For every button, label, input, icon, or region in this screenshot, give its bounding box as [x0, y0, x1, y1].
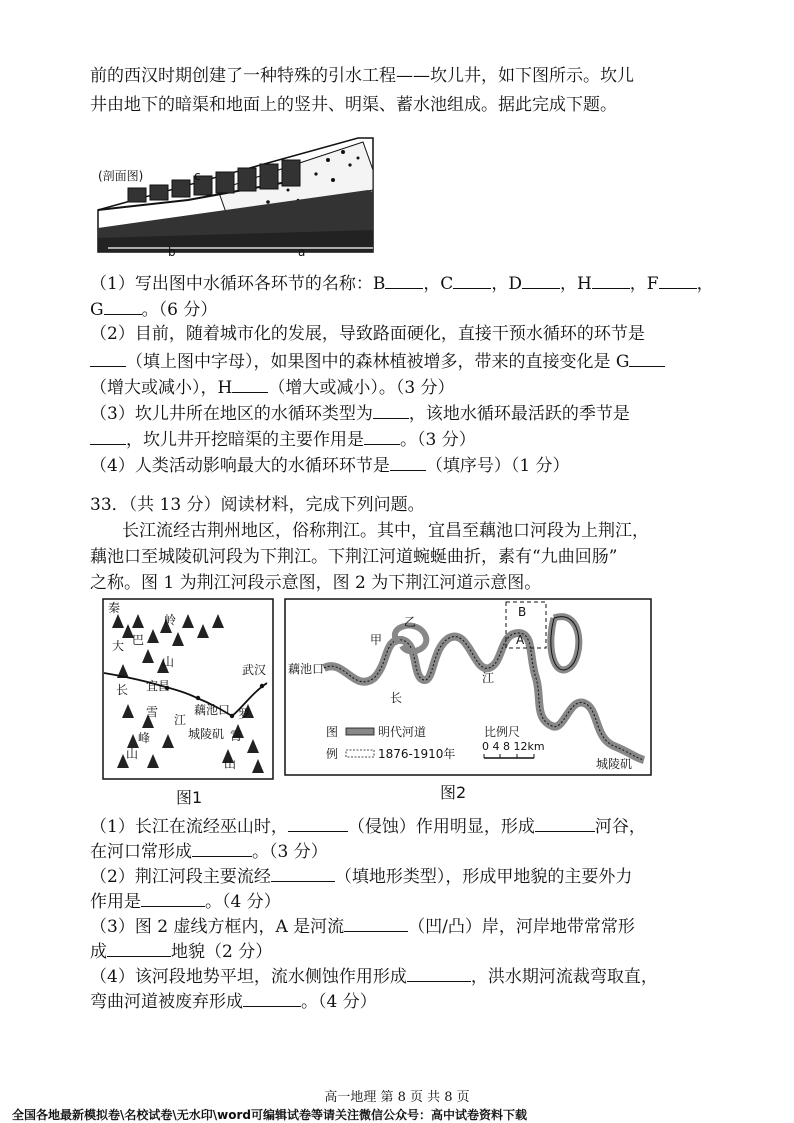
q32-part4: （4）人类活动影响最大的水循环环节是 （填序号）（1 分）: [90, 452, 570, 478]
fig1-label-shan1: 山: [162, 655, 175, 669]
fig2-label-B: B: [518, 605, 527, 619]
q33-part3-line2: 成 地貌（2 分）: [90, 938, 272, 964]
q33-material-2: 藕池口至城陵矶河段为下荆江。下荆江河道蜿蜒曲折，素有“九曲回肠”: [90, 547, 618, 567]
fig1-label-qin: 秦: [108, 601, 121, 615]
fig2-legend-recent: 1876-1910年: [378, 747, 456, 761]
fig1-label-ba: 巴: [132, 633, 145, 647]
fig2-scale-title: 比例尺: [484, 725, 521, 739]
q32-part1-line1: （1）写出图中水循环各环节的名称：B ，C ，D ，H ，F ，: [90, 270, 714, 296]
section-label: (剖面图): [98, 169, 144, 183]
q32-part2-line2: （填上图中字母），如果图中的森林植被增多，带来的直接变化是 G: [90, 348, 665, 374]
q33-material-1: 长江流经古荆州地区，俗称荆江。其中，宜昌至藕池口河段为上荆江，: [122, 521, 649, 541]
fig2-label-chenglingji: 城陵矶: [596, 757, 633, 771]
q32-part1-line2: G 。（6 分）: [90, 296, 217, 322]
q33-material-3: 之称。图 1 为荆江河段示意图，图 2 为下荆江河道示意图。: [90, 573, 542, 593]
q33-part1-line1: （1）长江在流经巫山时， （侵蚀）作用明显，形成 河谷，: [90, 813, 646, 839]
q32-part3-line2: ，坎儿井开挖暗渠的主要作用是 。（3 分）: [90, 426, 476, 452]
q33-part2-line2: 作用是 。（4 分）: [90, 888, 281, 914]
intro-line-2: 井由地下的暗渠和地面上的竖井、明渠、蓄水池组成。据此完成下题。: [90, 95, 617, 115]
figure-2-caption: 图2: [440, 783, 467, 802]
fig2-scale-ticks: 0 4 8 12km: [482, 740, 545, 753]
q33-part4-line2: 弯曲河道被废弃形成 。（4 分）: [90, 988, 377, 1014]
q33-part4-line1: （4）该河段地势平坦，流水侧蚀作用形成 ，洪水期河流裁弯取直，: [90, 963, 658, 989]
fig1-label-da: 大: [112, 639, 125, 653]
intro-line-1: 前的西汉时期创建了一种特殊的引水工程——坎儿井，如下图所示。坎儿: [90, 66, 634, 86]
fig1-label-shan2: 山: [126, 747, 139, 761]
fig2-label-chang: 长: [390, 691, 403, 705]
fig1-label-ling: 岭: [164, 613, 177, 627]
fig1-label-ouchikou: 藕池口: [194, 703, 231, 717]
fig2-label-yi: 乙: [404, 615, 417, 629]
fig2-legend-ming: 明代河道: [378, 725, 427, 739]
q33-part2-line1: （2）荆江河段主要流经 （填地形类型），形成甲地貌的主要外力: [90, 863, 632, 889]
fig1-label-feng: 峰: [138, 731, 151, 745]
karez-section-figure: [88, 130, 378, 260]
section-c: c: [194, 169, 201, 183]
q33-part1-line2: 在河口常形成 。（3 分）: [90, 838, 328, 864]
fig1-label-shan3: 山: [224, 757, 237, 771]
fig1-label-wuhan: 武汉: [242, 663, 267, 677]
fig1-label-xiao: 霄: [230, 729, 243, 743]
q33-title: 33．（共 13 分）阅读材料，完成下列问题。: [90, 495, 425, 515]
fig1-label-yichang: 宜昌: [146, 679, 171, 693]
fig2-label-jiang: 江: [482, 671, 495, 685]
fig2-label-jia: 甲: [370, 633, 383, 647]
fig2-legend-title2: 例: [326, 747, 339, 761]
q32-part2-line3: （增大或减小），H （增大或减小）。（3 分）: [90, 374, 455, 400]
fig1-label-chenglingji: 城陵矶: [188, 727, 225, 741]
bottom-banner: 全国各地最新模拟卷\名校试卷\无水印\word可编辑试卷等请关注微信公众号：高中试卷资料下载: [12, 1108, 527, 1122]
q33-part3-line1: （3）图 2 虚线方框内，A 是河流 （凹/凸）岸，河岸地带常常形: [90, 913, 635, 939]
figure-2-map: [284, 598, 652, 776]
fig2-legend-title1: 图: [326, 725, 339, 739]
fig1-label-jiang: 江: [174, 713, 187, 727]
figure-1-caption: 图1: [176, 788, 203, 807]
fig1-label-xue: 雪: [146, 705, 159, 719]
q32-part2-line1: （2）目前，随着城市化的发展，导致路面硬化，直接干预水循环的环节是: [90, 324, 645, 344]
section-a: a: [298, 245, 306, 259]
page-footer: 高一地理 第 8 页 共 8 页: [324, 1090, 470, 1105]
fig1-label-luo: 罗: [238, 707, 251, 721]
figure-1-map: [102, 598, 274, 780]
section-b: b: [168, 245, 176, 259]
fig2-label-A: A: [516, 633, 525, 647]
q32-part3-line1: （3）坎儿井所在地区的水循环类型为 ，该地水循环最活跃的季节是: [90, 400, 630, 426]
fig1-label-chang: 长: [116, 683, 129, 697]
fig2-label-ouchikou: 藕池口: [288, 662, 325, 676]
